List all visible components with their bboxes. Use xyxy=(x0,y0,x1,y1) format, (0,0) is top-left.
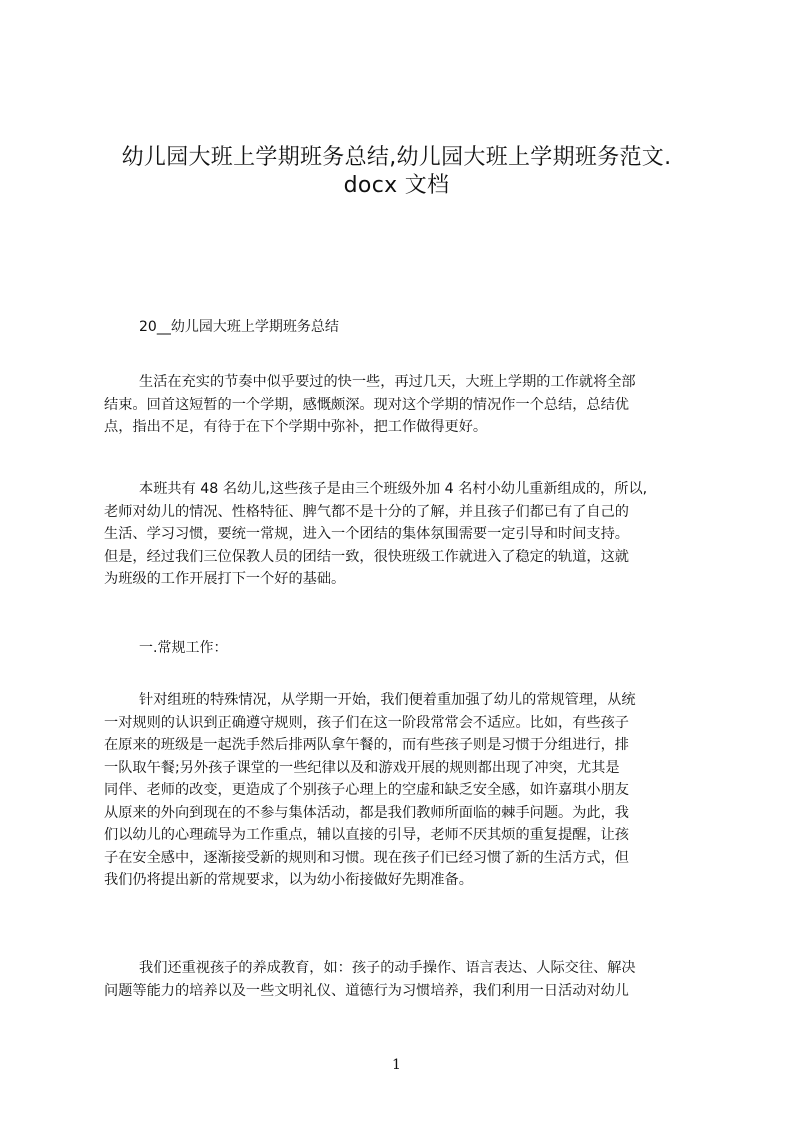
paragraph-line: 一对规则的认识到正确遵守规则，孩子们在这一阶段常常会不适应。比如，有些孩子 xyxy=(104,714,629,731)
paragraph-intro xyxy=(104,371,704,439)
paragraph-line: 同伴、老师的改变，更造成了个别孩子心理上的空虚和缺乏安全感，如许嘉琪小朋友 xyxy=(104,782,629,798)
paragraph-line: 针对组班的特殊情况，从学期一开始，我们便着重加强了幼儿的常规管理，从统 xyxy=(139,692,636,708)
paragraph-line: 在原来的班级是一起洗手然后排两队拿午餐的，而有些孩子则是习惯于分组进行，排 xyxy=(104,737,629,753)
paragraph-line: 但是，经过我们三位保教人员的团结一致，很快班级工作就进入了稳定的轨道，这就 xyxy=(104,548,629,565)
paragraph-routine-management xyxy=(104,689,704,892)
summary-heading: 20__幼儿园大班上学期班务总结 xyxy=(139,319,339,335)
paragraph-line: 们以幼儿的心理疏导为工作重点，辅以直接的引导，老师不厌其烦的重复提醒，让孩 xyxy=(104,827,629,843)
paragraph-line: 为班级的工作开展打下一个好的基础。 xyxy=(104,571,346,587)
paragraph-line: 一队取午餐;另外孩子课堂的一些纪律以及和游戏开展的规则都出现了冲突，尤其是 xyxy=(104,759,620,776)
paragraph-line: 点，指出不足，有待于在下个学期中弥补，把工作做得更好。 xyxy=(104,419,488,435)
paragraph-line: 我们仍将提出新的常规要求，以为幼小衔接做好先期准备。 xyxy=(104,872,473,888)
paragraph-class-overview xyxy=(104,478,704,591)
page-number: 1 xyxy=(392,1057,401,1073)
paragraph-habit-education xyxy=(104,957,704,1002)
document-title-line-1: 幼儿园大班上学期班务总结,幼儿园大班上学期班务范文. xyxy=(121,145,672,170)
paragraph-line: 生活、学习习惯，要统一常规，进入一个团结的集体氛围需要一定引导和时间支持。 xyxy=(104,526,629,542)
paragraph-line: 子在安全感中，逐渐接受新的规则和习惯。现在孩子们已经习惯了新的生活方式，但 xyxy=(104,849,629,866)
paragraph-line: 生活在充实的节奏中似乎要过的快一些，再过几天，大班上学期的工作就将全部 xyxy=(139,374,636,390)
paragraph-line: 本班共有 48 名幼儿,这些孩子是由三个班级外加 4 名村小幼儿重新组成的，所以, xyxy=(139,481,648,497)
paragraph-line: 结束。回首这短暂的一个学期，感慨颇深。现对这个学期的情况作一个总结，总结优 xyxy=(104,396,629,413)
paragraph-line: 问题等能力的培养以及一些文明礼仪、道德行为习惯培养，我们利用一日活动对幼儿 xyxy=(104,982,629,999)
document-title-line-2: docx 文档 xyxy=(343,173,450,198)
paragraph-line: 老师对幼儿的情况、性格特征、脾气都不是十分的了解，并且孩子们都已有了自己的 xyxy=(104,503,629,520)
paragraph-line: 从原来的外向到现在的不参与集体活动，都是我们教师所面临的棘手问题。为此，我 xyxy=(104,804,629,821)
section-heading-routine-work: 一.常规工作： xyxy=(139,640,228,656)
paragraph-line: 我们还重视孩子的养成教育，如：孩子的动手操作、语言表达、人际交往、解决 xyxy=(139,960,636,976)
